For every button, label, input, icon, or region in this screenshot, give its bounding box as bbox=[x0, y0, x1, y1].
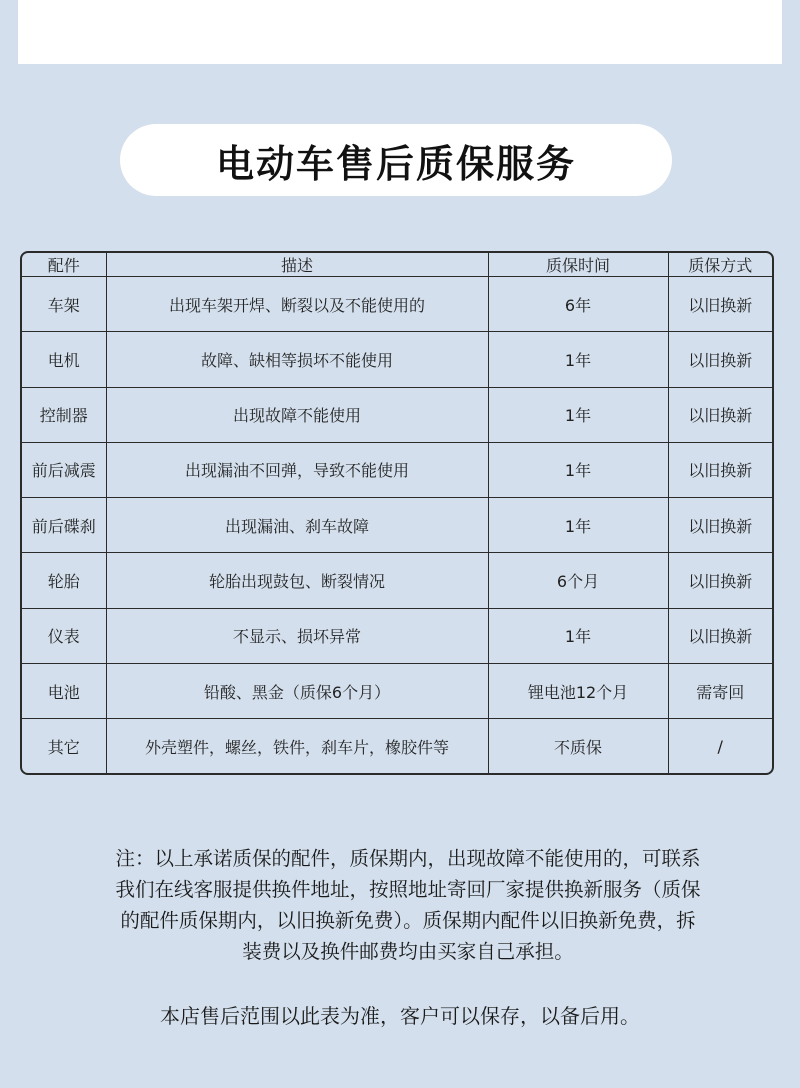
table-row bbox=[22, 663, 772, 718]
cell-period: 1年 bbox=[488, 498, 668, 553]
table-row bbox=[22, 442, 772, 497]
note-line: 我们在线客服提供换件地址，按照地址寄回厂家提供换新服务（质保 bbox=[115, 878, 701, 901]
table-row bbox=[22, 553, 772, 608]
cell-part: 仪表 bbox=[22, 608, 106, 663]
note-line: 的配件质保期内，以旧换新免费）。质保期内配件以旧换新免费，拆 bbox=[120, 909, 696, 932]
cell-part: 控制器 bbox=[22, 387, 106, 442]
cell-period: 1年 bbox=[488, 608, 668, 663]
footer-text: 本店售后范围以此表为准，客户可以保存，以备后用。 bbox=[160, 1004, 640, 1028]
header-part: 配件 bbox=[22, 253, 106, 277]
cell-part: 轮胎 bbox=[22, 553, 106, 608]
cell-part: 前后减震 bbox=[22, 442, 106, 497]
table-header-row bbox=[22, 253, 772, 277]
cell-method: 以旧换新 bbox=[668, 498, 772, 553]
cell-period: 1年 bbox=[488, 442, 668, 497]
cell-method: 以旧换新 bbox=[668, 332, 772, 387]
table-row bbox=[22, 277, 772, 332]
cell-description: 出现故障不能使用 bbox=[106, 387, 488, 442]
cell-period: 6年 bbox=[488, 277, 668, 332]
cell-period: 1年 bbox=[488, 387, 668, 442]
cell-description: 出现漏油不回弹，导致不能使用 bbox=[106, 442, 488, 497]
cell-description: 铅酸、黑金（质保6个月） bbox=[106, 663, 488, 718]
cell-method: 以旧换新 bbox=[668, 608, 772, 663]
cell-method: / bbox=[668, 719, 772, 773]
warranty-note bbox=[58, 843, 758, 967]
cell-period: 6个月 bbox=[488, 553, 668, 608]
table-row bbox=[22, 719, 772, 773]
cell-description: 外壳塑件，螺丝，铁件，刹车片，橡胶件等 bbox=[106, 719, 488, 773]
header-warranty-method: 质保方式 bbox=[668, 253, 772, 277]
cell-method: 以旧换新 bbox=[668, 277, 772, 332]
table-row bbox=[22, 332, 772, 387]
cell-period: 不质保 bbox=[488, 719, 668, 773]
cell-method: 以旧换新 bbox=[668, 553, 772, 608]
table-row bbox=[22, 498, 772, 553]
top-panel bbox=[18, 0, 782, 64]
cell-part: 前后碟刹 bbox=[22, 498, 106, 553]
cell-part: 车架 bbox=[22, 277, 106, 332]
cell-period: 锂电池12个月 bbox=[488, 663, 668, 718]
cell-part: 其它 bbox=[22, 719, 106, 773]
header-description: 描述 bbox=[106, 253, 488, 277]
cell-method: 以旧换新 bbox=[668, 387, 772, 442]
cell-description: 出现车架开焊、断裂以及不能使用的 bbox=[106, 277, 488, 332]
cell-part: 电机 bbox=[22, 332, 106, 387]
warranty-table bbox=[20, 251, 774, 775]
note-line: 注：以上承诺质保的配件，质保期内，出现故障不能使用的，可联系 bbox=[115, 847, 701, 870]
table-row bbox=[22, 608, 772, 663]
table-row bbox=[22, 387, 772, 442]
cell-description: 故障、缺相等损坏不能使用 bbox=[106, 332, 488, 387]
cell-method: 需寄回 bbox=[668, 663, 772, 718]
page-title: 电动车售后质保服务 bbox=[120, 124, 672, 196]
cell-description: 不显示、损坏异常 bbox=[106, 608, 488, 663]
note-line: 装费以及换件邮费均由买家自己承担。 bbox=[242, 940, 574, 963]
cell-part: 电池 bbox=[22, 663, 106, 718]
cell-method: 以旧换新 bbox=[668, 442, 772, 497]
cell-description: 轮胎出现鼓包、断裂情况 bbox=[106, 553, 488, 608]
cell-period: 1年 bbox=[488, 332, 668, 387]
header-warranty-period: 质保时间 bbox=[488, 253, 668, 277]
cell-description: 出现漏油、刹车故障 bbox=[106, 498, 488, 553]
